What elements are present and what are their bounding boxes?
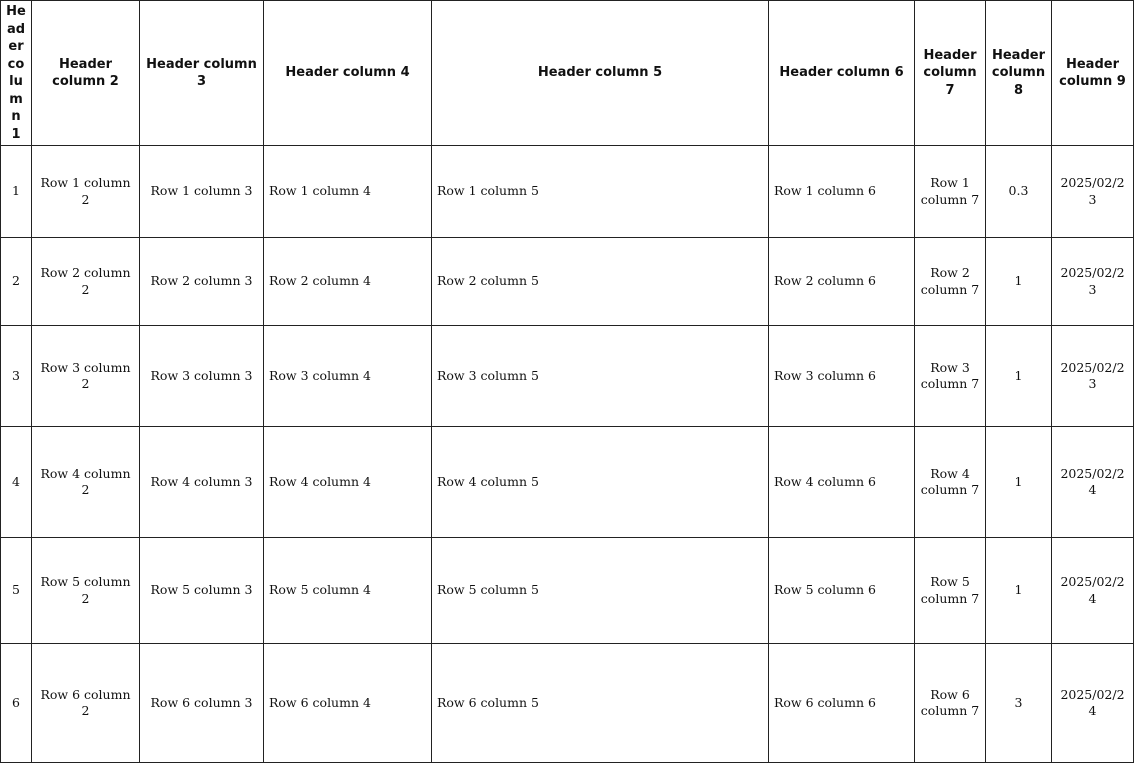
- row-1-cell-9: 2025/02/23: [1052, 146, 1134, 238]
- row-5-cell-6: Row 5 column 6: [769, 538, 915, 644]
- row-2-cell-2: Row 2 column 2: [32, 238, 140, 326]
- row-6-cell-7: Row 6 column 7: [915, 644, 986, 763]
- row-2-cell-3: Row 2 column 3: [140, 238, 264, 326]
- row-4-cell-9: 2025/02/24: [1052, 427, 1134, 538]
- row-4-cell-6: Row 4 column 6: [769, 427, 915, 538]
- row-1-cell-5: Row 1 column 5: [432, 146, 769, 238]
- row-6-cell-5: Row 6 column 5: [432, 644, 769, 763]
- header-cell-6: Header column 6: [769, 1, 915, 146]
- row-1-cell-1: 1: [1, 146, 32, 238]
- row-6-cell-4: Row 6 column 4: [264, 644, 432, 763]
- row-3-cell-6: Row 3 column 6: [769, 326, 915, 427]
- row-5-cell-7: Row 5 column 7: [915, 538, 986, 644]
- table-header: [1, 1, 1134, 146]
- header-cell-5: Header column 5: [432, 1, 769, 146]
- row-3-cell-8: 1: [986, 326, 1052, 427]
- row-4-cell-1: 4: [1, 427, 32, 538]
- header-cell-8: Header column 8: [986, 1, 1052, 146]
- row-6-cell-2: Row 6 column 2: [32, 644, 140, 763]
- row-1-cell-8: 0.3: [986, 146, 1052, 238]
- row-1-cell-2: Row 1 column 2: [32, 146, 140, 238]
- row-5-cell-5: Row 5 column 5: [432, 538, 769, 644]
- row-3-cell-9: 2025/02/23: [1052, 326, 1134, 427]
- header-cell-1: Header column 1: [1, 1, 32, 146]
- row-3-cell-2: Row 3 column 2: [32, 326, 140, 427]
- header-cell-3: Header column 3: [140, 1, 264, 146]
- header-cell-4: Header column 4: [264, 1, 432, 146]
- row-4-cell-8: 1: [986, 427, 1052, 538]
- row-1-cell-4: Row 1 column 4: [264, 146, 432, 238]
- header-cell-9: Header column 9: [1052, 1, 1134, 146]
- row-2-cell-5: Row 2 column 5: [432, 238, 769, 326]
- row-4-cell-2: Row 4 column 2: [32, 427, 140, 538]
- row-2-cell-8: 1: [986, 238, 1052, 326]
- table-row-1: [1, 146, 1134, 238]
- row-5-cell-8: 1: [986, 538, 1052, 644]
- row-4-cell-5: Row 4 column 5: [432, 427, 769, 538]
- row-4-cell-3: Row 4 column 3: [140, 427, 264, 538]
- table-row-5: [1, 538, 1134, 644]
- row-5-cell-1: 5: [1, 538, 32, 644]
- row-1-cell-3: Row 1 column 3: [140, 146, 264, 238]
- row-3-cell-4: Row 3 column 4: [264, 326, 432, 427]
- row-5-cell-4: Row 5 column 4: [264, 538, 432, 644]
- row-3-cell-7: Row 3 column 7: [915, 326, 986, 427]
- row-6-cell-1: 6: [1, 644, 32, 763]
- row-2-cell-6: Row 2 column 6: [769, 238, 915, 326]
- header-row: [1, 1, 1134, 146]
- row-6-cell-3: Row 6 column 3: [140, 644, 264, 763]
- row-5-cell-3: Row 5 column 3: [140, 538, 264, 644]
- table-row-2: [1, 238, 1134, 326]
- header-cell-2: Header column 2: [32, 1, 140, 146]
- row-2-cell-4: Row 2 column 4: [264, 238, 432, 326]
- row-6-cell-8: 3: [986, 644, 1052, 763]
- row-5-cell-9: 2025/02/24: [1052, 538, 1134, 644]
- row-5-cell-2: Row 5 column 2: [32, 538, 140, 644]
- table-row-3: [1, 326, 1134, 427]
- row-4-cell-7: Row 4 column 7: [915, 427, 986, 538]
- table-row-4: [1, 427, 1134, 538]
- row-2-cell-7: Row 2 column 7: [915, 238, 986, 326]
- table-row-6: [1, 644, 1134, 763]
- row-1-cell-6: Row 1 column 6: [769, 146, 915, 238]
- row-6-cell-6: Row 6 column 6: [769, 644, 915, 763]
- row-2-cell-9: 2025/02/23: [1052, 238, 1134, 326]
- row-3-cell-3: Row 3 column 3: [140, 326, 264, 427]
- row-4-cell-4: Row 4 column 4: [264, 427, 432, 538]
- row-6-cell-9: 2025/02/24: [1052, 644, 1134, 763]
- table-body: [1, 146, 1134, 763]
- row-2-cell-1: 2: [1, 238, 32, 326]
- row-1-cell-7: Row 1 column 7: [915, 146, 986, 238]
- row-3-cell-1: 3: [1, 326, 32, 427]
- header-cell-7: Header column 7: [915, 1, 986, 146]
- row-3-cell-5: Row 3 column 5: [432, 326, 769, 427]
